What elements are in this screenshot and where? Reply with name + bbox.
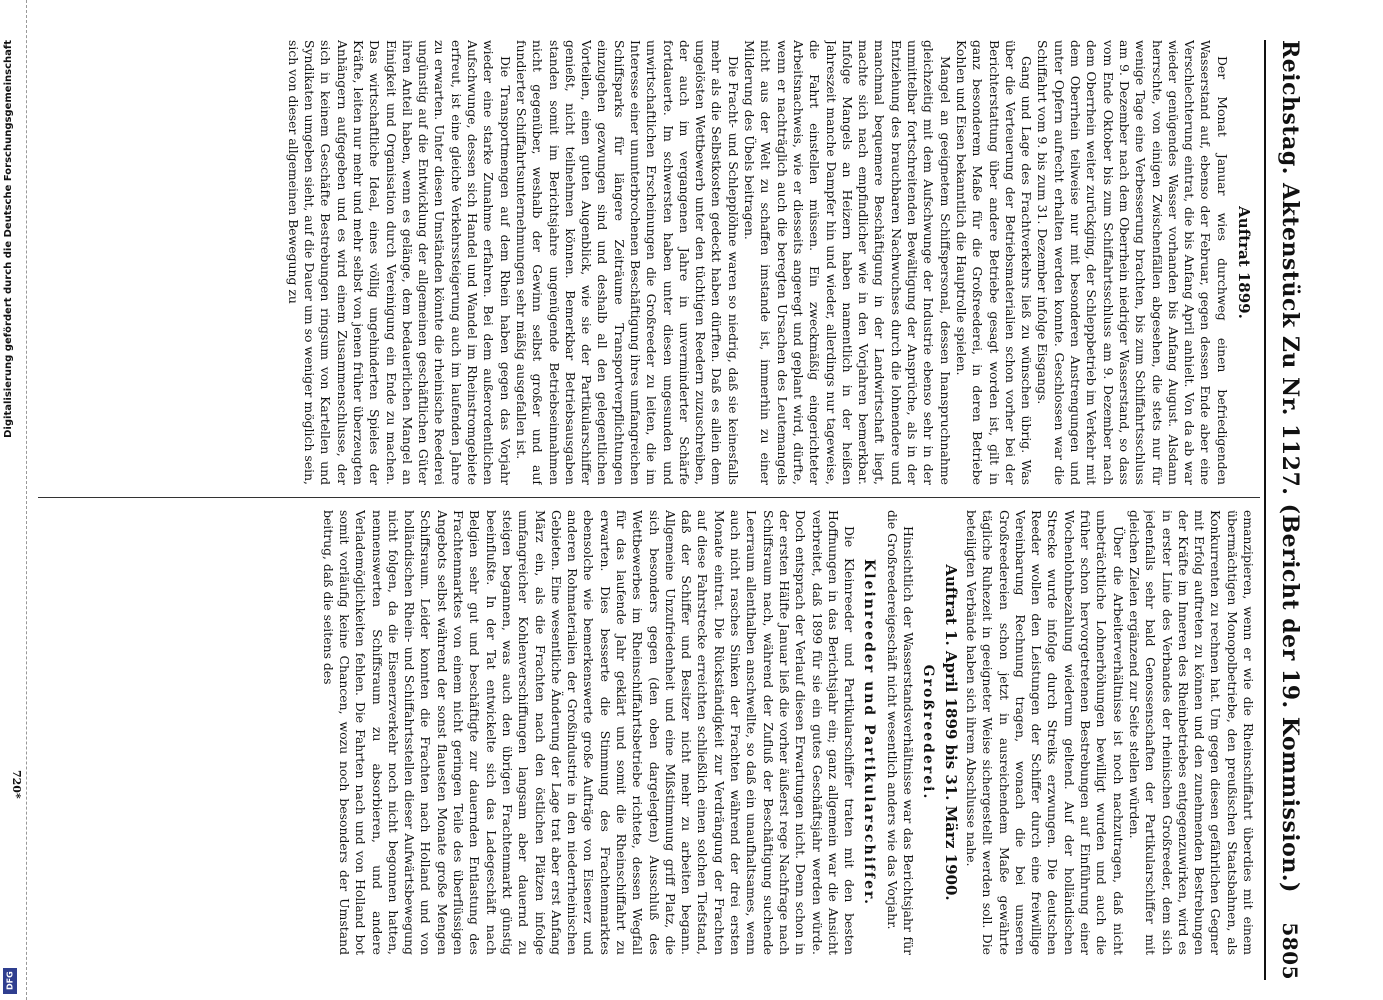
section-heading: Auftrat 1899. (1235, 206, 1253, 319)
paragraph: Die Fracht- und Schlepplöhne waren so niedrig, daß sie keinesfalls mehr als die Selbstkosten gedeckt haben dürften. Daß es allein dem ungelösten Wettbewerb unter den tüchtigen Reedern zuzuschreiben, der auch im vergangenen Jahre in unverminderter Schärfe fortdauerte. Im schwersten haben unter diesen ungesunden und unwirtschaftlichen Erscheinungen die Großreeder zu leiten, die im Interesse einer ununterbrochenen Beschäftigung ihres umfangreichen Schiffsparks für längere Zeiträume Transportverpflichtungen einzugehen gezwungen sind und deshalb all den gelegentlichen Vorteilen, einen guten Augenblick, wie sie der Partikularschiffer genießt, nicht teilnehmen können. Bemerkbar Betriebsausgaben standen somit im Berichtsjahre ungenügende Betriebseinnahmen nicht gegenüber, weshalb der Gewinn selbst großer und auf fundierter Schiffahrtsunternehmungen sehr mäßig ausgefallen ist. (513, 40, 741, 485)
dfg-logo: DFG (3, 968, 17, 994)
paragraph: Über die Arbeiterverhältnisse ist noch nachzutragen, daß nicht unbeträchtliche Lohnerhöhungen bewilligt wurden und auch die früher schon hervorgetretenen Bestrebungen auf Einführung einer Wochenlohnbezahlung wiederum geltend. Auf der holländischen Strecke wurde infolge durch Streiks erzwungen. Die deutschen Reeder wollen den Leistungen der Schiffer durch eine freiwillige Vereinbarung Rechnung tragen, wonach die bei unseren Großreedereien schon jetzt in ausreichendem Maße gewährte tägliche Ruhezeit in geeigneter Weise sichergestellt werden soll. Die beteiligten Verbände haben sich ihrem Abschlusse nahe. (963, 510, 1126, 955)
paragraph: Die Transportmengen auf dem Rhein haben gegen das Vorjahr wieder eine starke Zunahme erfahren. Bei dem außerordentlichen Aufschwunge, dessen sich Handel und Wandel im Rheinstromgebiete erfreut, ist eine gleiche Verkehrssteigerung auch im laufenden Jahre zu erwarten. Unter diesen Umständen könnte die rheinische Reederei ungünstig auf die Entwicklung der allgemeinen geschäftlichen Güter ihren Anteil haben, wenn es gelänge, dem bedauerlichen Mangel an Einigkeit und Organisation durch Vereinigung ein Ende zu machen. Das wirtschaftliche Ideal, eines völlig ungehinderten Spieles der Kräfte, leiten nur mehr und mehr selbst von jenen früher überzeugten Anhängern aufgegeben und es wird einem Zusammenschlusse, der sich in keinem Geschäfte Bestrebungen ringsum von Kartellen und Syndikaten umgeben sieht, auf die Dauer um so weniger möglich sein, sich von dieser allgemeinen Bewegung zu (285, 40, 513, 485)
paragraph: Der Monat Januar wies durchweg einen befriedigenden Wasserstand auf, ebenso der Februar, gegen dessen Ende aber eine Verschlechterung eintrat, die bis Anfang April anhielt. Von da ab war wieder genügendes Wasser vorhanden bis Anfang August. Alsdann herrschte, von einigen Zwischenfällen abgesehen, die stets nur für wenige Tage eine Verbesserung brachten, bis zum Schiffahrtsschluss am 9. Dezember nach dem Oberrhein niedriger Wasserstand, so dass vom Ende Oktober bis zum Schiffahrtsschluss am 9. Dezember nach dem Oberrhein weiter zurückging, der Schleppbetrieb im Verkehr mit dem Oberrhein teilweise nur mit besonderen Anstrengungen und unter Opfern aufrecht erhalten werden konnte. Geschlossen war die Schiffahrt vom 9. bis zum 31. Dezember infolge Eisgangs. (1035, 40, 1230, 485)
paragraph: Gang und Lage des Frachtverkehrs ließ zu wünschen übrig. Was über die Verteuerung der Betriebsmaterialien schon vorher bei der Berichterstattung über andere Betriebe gesagt worden ist, gilt in ganz besonderem Maße für die Großreederei, in deren Betriebe Kohlen und Eisen bekanntlich die Hauptrolle spielen. (953, 40, 1035, 485)
digitization-note: Digitalisierung gefördert durch die Deutsche Forschungsgemeinschaft (3, 40, 14, 438)
paragraph: Hinsichtlich der Wasserstandsverhältnisse war das Berichtsjahr für die Großreedereigeschäft nicht wesentlich anders wie das Vorjahr. (884, 510, 917, 955)
header-rule (1264, 40, 1266, 980)
left-column (38, 40, 1256, 485)
paragraph: Die Kleinreeder und Partikularschiffer traten mit den besten Hoffnungen in das Berichtsjahr ein; ganz allgemein war die Ansicht verbreitet, daß 1899 für sie ein gutes Geschäftsjahr werden würde. Doch entsprach der Verlauf diesen Erwartungen nicht. Denn schon in der ersten Hälfte Januar ließ die vorher äußerst rege Nachfrage nach Schiffsraum nach, während der Zufluß der Beschäftigung suchende Leerraum allenthalben anschwellte, so daß ein unaufhaltsames, wenn auch nicht rasches Sinken der Frachten während der drei ersten Monate eintrat. Die Rückständigkeit zur Verdrängung der Frachten auf diese Fahrstrecke erreichten schließlich einen solchen Tiefstand, daß der Schiffer und Besitzer nicht mehr zu arbeiten begann. Allgemeine Unzufriedenheit und eine Mißstimmung griff Platz, die sich besonders gegen (den oben dargelegten) Ausschluß des Wettbewerbes im Rheinschiffahrtsbetriebe richtete, dessen Wegfall für das laufende Jahr geklärt und somit die Rheinschiffahrt zu erwarten. Dies besserte die Stimmung des Frachtenmarktes ebensolche wie bemerkenswerte große Aufträge von Eisenerz und anderen Rohmaterialien der Großindustrie in den niederrheinischen Gebieten. Eine wesentliche Änderung der Lage trat aber erst Anfang März ein, als die Frachten nach den östlichen Plätzen infolge umfangreicher Kohlenverschiffungen langsam aber dauernd zu steigen begannen, was auch den übrigen Frachtenmarkt günstig beeinflußte. In der Tat entwickelte sich das Ladegeschäft nach Belgien sehr gut und beschäftigte zur dauernden Entlastung des Frachtenmarktes von einem nicht geringen Teile des überflüssigen Angebots selbst während der sonst flauesten Monate große Mengen Schiffsraum. Leider konnten die Frachten nach Holland und von holländischen Rhein- und Schiffahrtsstellen dieser Aufwärtsbewegung nicht folgen, da die Eisenerzverkehr noch nicht begonnen hatten, nennenswerten Schiffsraum zu absorbieren, und andere Verlademöglichkeiten fehlen. Die Fahrten nach und von Holland bot somit vorläufig keine Chancen, wozu noch besonders der Umstand beitrug, daß die seitens des (320, 510, 858, 955)
page-header (1270, 40, 1310, 980)
page-number: 5805 (1278, 922, 1302, 980)
right-column (38, 510, 1256, 955)
footer-code: 720* (10, 770, 23, 799)
subsection-heading: Kleinreeder und Partikularschiffer. (861, 559, 878, 906)
section-heading: Auftrat 1. April 1899 bis 31. März 1900. (941, 564, 960, 901)
header-title: Reichstag. Aktenstück Zu Nr. 1127. (Bericht der 19. Kommission.) (1277, 40, 1303, 893)
paragraph: emanzipieren, wenn er wie die Rheinschiffahrt überdies mit einem übermächtigen Monopolbetriebe, den preußischen Staatsbahnen, als Konkurrenten zu rechnen hat. Um gegen diesen gefährlichen Gegner mit Erfolg auftreten zu können und den zunehmenden Bestrebungen der Kräfte im Inneren des Rheinbetriebes entgegenzuwirken, wird es in erster Linie des Verbandes der rheinischen Großreeder, dem sich jedenfalls sehr bald Genossenschaften der Partikularschiffer mit gleichen Zielen ergänzend zur Seite stellen würden. (1126, 510, 1256, 955)
column-divider (38, 497, 1260, 498)
paragraph: Mangel an geeignetem Schiffspersonal, dessen Inanspruchnahme gleichzeitig mit dem Aufschwunge der Industrie ebenso sehr in der unmittelbar fortschreitenden Bewältigung der Ansprüche, als in der Entziehung des brauchbaren Nachwuchses durch die lohnendere und manchmal bequemere Beschäftigung in der Landwirtschaft liegt, machte sich nach empfindlicher wie in den Vorjahren bemerkbar. Infolge Mangels an Heizern haben namentlich in der heißen Jahreszeit manche Dampfer hin und wieder, allerdings nur tageweise, die Fahrt einstellen müssen. Ein zweckmäßig eingerichteter Arbeitsnachweis, wie er diesseits angeregt und geplant wird, dürfte, wenn er nachträglich auch die beregten Ursachen des Leutemangels nicht aus der Welt zu schaffen imstande ist, immerhin zu einer Milderung des Übels beitragen. (742, 40, 953, 485)
subsection-heading: Großreederei. (920, 664, 937, 801)
